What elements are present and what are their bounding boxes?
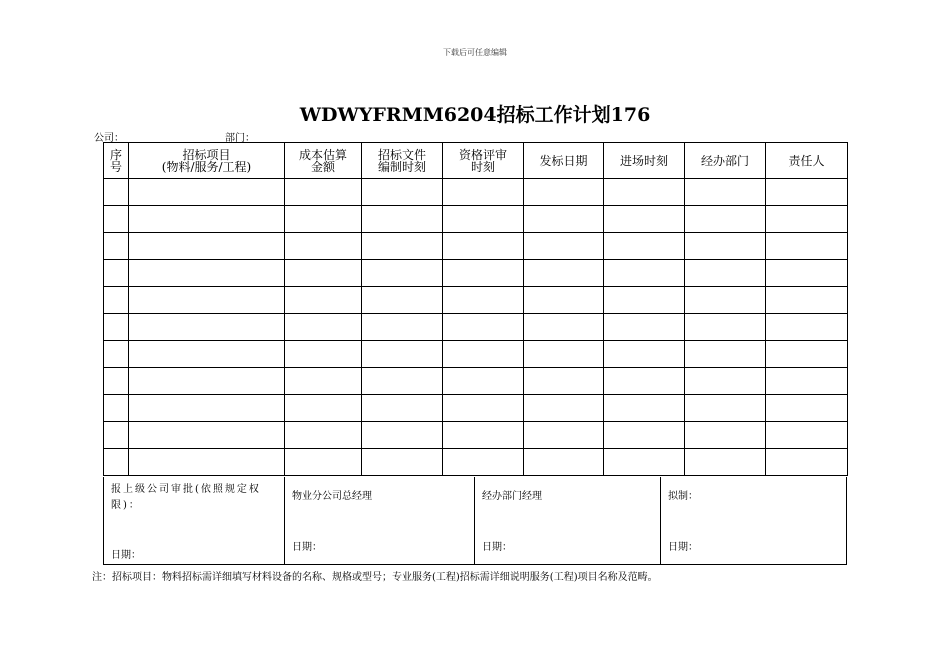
table-row: [104, 395, 848, 422]
table-cell[interactable]: [104, 422, 129, 449]
drafter-date-label: 日期：: [668, 542, 698, 553]
header-cost-estimate: [285, 143, 362, 179]
dept-manager-cell[interactable]: [475, 477, 661, 565]
header-document-prep-time: [362, 143, 443, 179]
table-cell[interactable]: [362, 287, 443, 314]
table-cell[interactable]: [104, 233, 129, 260]
table-cell[interactable]: [362, 422, 443, 449]
drafter-cell[interactable]: [661, 477, 848, 565]
table-cell[interactable]: [104, 179, 129, 206]
table-cell[interactable]: [604, 287, 685, 314]
table-cell[interactable]: [362, 179, 443, 206]
table-row: [104, 233, 848, 260]
table-cell[interactable]: [129, 341, 285, 368]
table-row: [104, 314, 848, 341]
header-text: (物料/服务/工程): [161, 159, 252, 174]
table-cell[interactable]: [443, 260, 524, 287]
header-text: 成本估算: [298, 147, 347, 162]
header-text: 招标项目: [182, 147, 231, 162]
table-cell[interactable]: [685, 449, 766, 476]
table-row: [104, 422, 848, 449]
header-bidding-item: [129, 143, 285, 179]
watermark-text: 下载后可任意编辑: [443, 48, 507, 57]
table-cell[interactable]: [129, 206, 285, 233]
table-cell[interactable]: [362, 395, 443, 422]
header-text: 经办部门: [700, 153, 749, 168]
table-cell[interactable]: [443, 368, 524, 395]
table-cell[interactable]: [604, 206, 685, 233]
table-cell[interactable]: [685, 179, 766, 206]
table-cell[interactable]: [524, 206, 604, 233]
table-cell[interactable]: [685, 314, 766, 341]
table-cell[interactable]: [362, 449, 443, 476]
table-cell[interactable]: [524, 260, 604, 287]
table-cell[interactable]: [362, 368, 443, 395]
table-cell[interactable]: [104, 368, 129, 395]
table-cell[interactable]: [443, 422, 524, 449]
table-row: [104, 287, 848, 314]
table-body: [104, 179, 848, 476]
table-row: [104, 206, 848, 233]
table-cell[interactable]: [362, 206, 443, 233]
table-cell[interactable]: [285, 449, 362, 476]
table-cell[interactable]: [685, 422, 766, 449]
table-cell[interactable]: [443, 179, 524, 206]
table-cell[interactable]: [604, 422, 685, 449]
table-cell[interactable]: [104, 341, 129, 368]
table-cell[interactable]: [524, 179, 604, 206]
footnote: 注：招标项目：物料招标需详细填写材料设备的名称、规格或型号；专业服务(工程)招标需详细说明服务(工程)项目名称及范畴。: [92, 572, 658, 583]
table-cell[interactable]: [104, 206, 129, 233]
table-cell[interactable]: [524, 368, 604, 395]
general-manager-cell[interactable]: [285, 477, 475, 565]
header-text: 金额: [310, 159, 335, 174]
table-cell[interactable]: [524, 422, 604, 449]
table-cell[interactable]: [104, 449, 129, 476]
approval-cell[interactable]: [104, 477, 285, 565]
table-cell[interactable]: [104, 260, 129, 287]
table-cell[interactable]: [766, 395, 848, 422]
table-cell[interactable]: [285, 395, 362, 422]
drafter-label: 拟制：: [668, 491, 698, 502]
table-cell[interactable]: [766, 341, 848, 368]
header-text: 进场时刻: [619, 153, 668, 168]
header-qualification-review-time: [443, 143, 524, 179]
table-cell[interactable]: [129, 422, 285, 449]
table-cell[interactable]: [524, 287, 604, 314]
table-cell[interactable]: [443, 395, 524, 422]
table-row: [104, 179, 848, 206]
table-cell[interactable]: [766, 422, 848, 449]
header-entry-time: [604, 143, 685, 179]
table-cell[interactable]: [685, 287, 766, 314]
table-cell[interactable]: [766, 233, 848, 260]
table-cell[interactable]: [104, 314, 129, 341]
table-cell[interactable]: [766, 368, 848, 395]
table-cell[interactable]: [104, 395, 129, 422]
table-cell[interactable]: [362, 260, 443, 287]
table-cell[interactable]: [685, 368, 766, 395]
table-cell[interactable]: [443, 287, 524, 314]
signature-section: [103, 477, 847, 565]
table-cell[interactable]: [443, 341, 524, 368]
table-cell[interactable]: [604, 368, 685, 395]
approval-date-label: 日期：: [111, 550, 141, 561]
dept-manager-date-label: 日期：: [482, 542, 512, 553]
table-cell[interactable]: [285, 314, 362, 341]
table-cell[interactable]: [766, 449, 848, 476]
table-cell[interactable]: [129, 395, 285, 422]
table-cell[interactable]: [285, 287, 362, 314]
table-cell[interactable]: [685, 260, 766, 287]
table-cell[interactable]: [285, 179, 362, 206]
table-cell[interactable]: [524, 314, 604, 341]
table-row: [104, 449, 848, 476]
general-manager-label: 物业分公司总经理: [292, 491, 372, 502]
table-cell[interactable]: [129, 314, 285, 341]
table-cell[interactable]: [604, 341, 685, 368]
table-row: [104, 341, 848, 368]
table-cell[interactable]: [285, 233, 362, 260]
document-title: WDWYFRMM6204招标工作计划176: [299, 104, 651, 126]
table-cell[interactable]: [362, 233, 443, 260]
table-cell[interactable]: [443, 449, 524, 476]
table-cell[interactable]: [129, 287, 285, 314]
approval-label: 报上级公司审批(依照规定权限)：: [111, 484, 261, 511]
table-cell[interactable]: [766, 287, 848, 314]
header-text: 发标日期: [539, 153, 588, 168]
table-cell[interactable]: [129, 179, 285, 206]
table-cell[interactable]: [443, 206, 524, 233]
header-handling-dept: [685, 143, 766, 179]
table-cell[interactable]: [766, 260, 848, 287]
header-text: 责任人: [788, 153, 825, 168]
table-cell[interactable]: [362, 341, 443, 368]
table-cell[interactable]: [524, 341, 604, 368]
table-cell[interactable]: [285, 206, 362, 233]
table-cell[interactable]: [685, 341, 766, 368]
table-cell[interactable]: [604, 449, 685, 476]
table-cell[interactable]: [129, 260, 285, 287]
table-header-row: [104, 143, 848, 179]
header-text: 序: [109, 147, 122, 162]
table-cell[interactable]: [524, 449, 604, 476]
table-cell[interactable]: [766, 314, 848, 341]
table-cell[interactable]: [685, 395, 766, 422]
table-cell[interactable]: [443, 314, 524, 341]
general-manager-date-label: 日期：: [292, 542, 322, 553]
header-responsible-person: [766, 143, 848, 179]
header-text: 招标文件: [377, 147, 426, 162]
header-issue-date: [524, 143, 604, 179]
table-cell[interactable]: [604, 179, 685, 206]
table-cell[interactable]: [443, 233, 524, 260]
table-cell[interactable]: [285, 422, 362, 449]
table-cell[interactable]: [129, 233, 285, 260]
table-cell[interactable]: [685, 206, 766, 233]
table-cell[interactable]: [129, 449, 285, 476]
table-cell[interactable]: [766, 206, 848, 233]
table-cell[interactable]: [285, 341, 362, 368]
company-label: 公司：: [94, 133, 124, 144]
table-cell[interactable]: [524, 233, 604, 260]
table-cell[interactable]: [604, 395, 685, 422]
header-serial-number: [104, 143, 129, 179]
table-cell[interactable]: [129, 368, 285, 395]
table-row: [104, 260, 848, 287]
table-cell[interactable]: [604, 233, 685, 260]
bidding-plan-table: [103, 142, 848, 476]
header-text: 编制时刻: [377, 159, 426, 174]
table-cell[interactable]: [604, 314, 685, 341]
table-cell[interactable]: [766, 179, 848, 206]
table-cell[interactable]: [604, 260, 685, 287]
table-cell[interactable]: [104, 287, 129, 314]
table-cell[interactable]: [685, 233, 766, 260]
table-cell[interactable]: [524, 395, 604, 422]
table-cell[interactable]: [362, 314, 443, 341]
department-label: 部门：: [225, 133, 255, 144]
header-text: 时刻: [470, 159, 495, 174]
header-text: 号: [109, 159, 122, 174]
table-cell[interactable]: [285, 260, 362, 287]
header-text: 资格评审: [458, 147, 507, 162]
table-cell[interactable]: [285, 368, 362, 395]
dept-manager-label: 经办部门经理: [482, 491, 542, 502]
table-row: [104, 368, 848, 395]
